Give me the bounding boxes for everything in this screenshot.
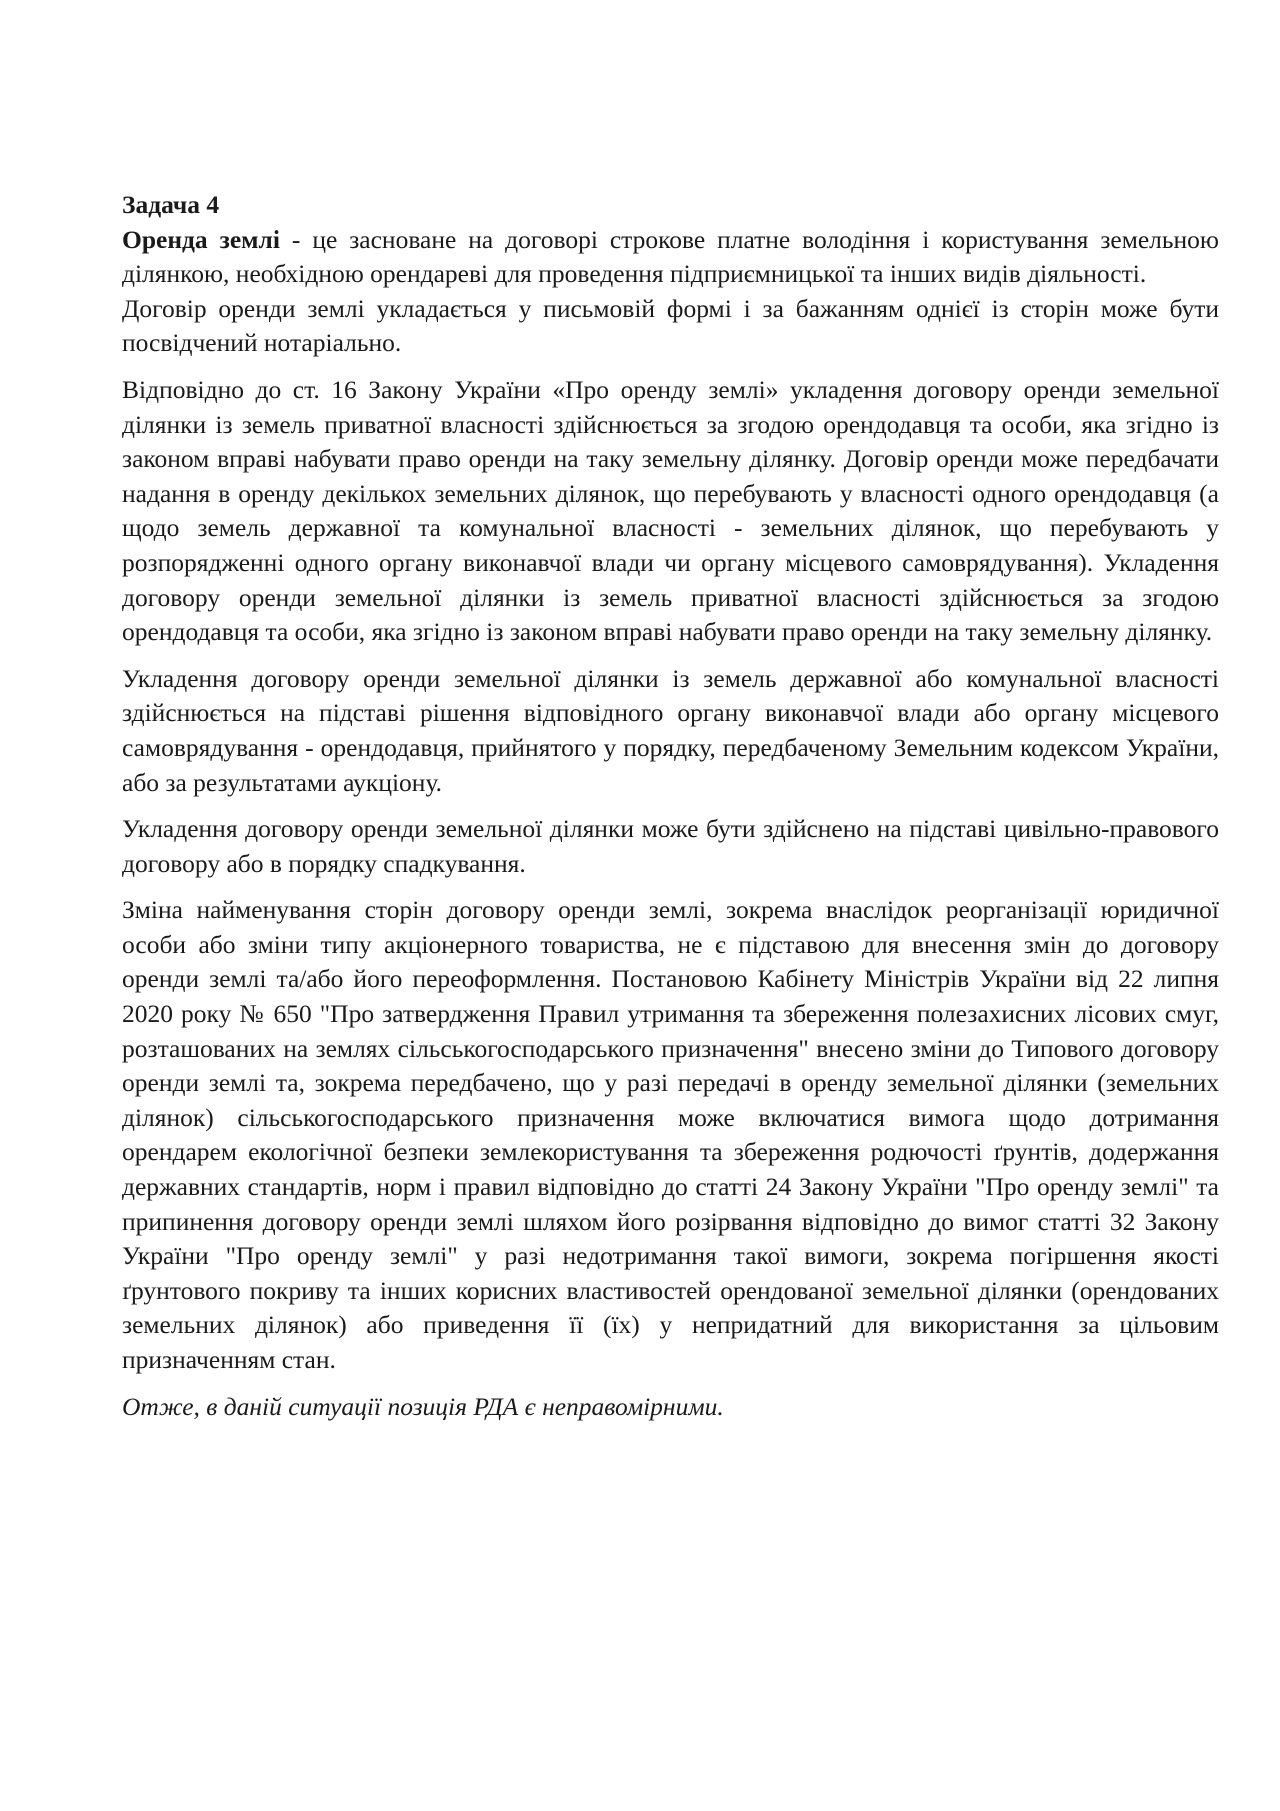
task-title: Задача 4 — [122, 190, 220, 219]
defined-term: Оренда землі — [122, 224, 280, 254]
paragraph-name-change: Зміна найменування сторін договору оренди землі, зокрема внаслідок реорганізації юридичної особи або зміни типу акціонерного товариства, не є підставою для внесення змін до договору оренди землі та/або його переоформлення. Постановою Кабінету Міністрів України від 22 липня 2020 року № 650 "Про затвердження Правил утримання та збереження полезахисних лісових смуг, розташованих на землях сільськогосподарського призначення" внесено зміни до Типового договору оренди землі та, зокрема передбачено, що у разі передачі в оренду земельної ділянки (земельних ділянок) сільськогосподарського призначення може включатися вимога щодо дотримання орендарем екологічної безпеки землекористування та збереження родючості ґрунтів, додержання державних стандартів, норм і правил відповідно до статті 24 Закону України "Про оренду землі" та припинення договору оренди землі шляхом його розірвання відповідно до вимог статті 32 Закону України "Про оренду землі" у разі недотримання такої вимоги, зокрема погіршення якості ґрунтового покриву та інших корисних властивостей орендованої земельної ділянки (орендованих земельних ділянок) або приведення її (їх) у непридатний для використання за цільовим призначенням стан. — [122, 895, 1219, 1374]
paragraph-contract-form: Договір оренди землі укладається у письмовій формі і за бажанням однієї із сторін може бути посвідчений нотаріально. — [122, 293, 1219, 358]
conclusion: Отже, в даній ситуації позиція РДА є неправомірними. — [122, 1391, 724, 1421]
paragraph-article-16: Відповідно до ст. 16 Закону України «Про оренду землі» укладення договору оренди земельної ділянки із земель приватної власності здійснюється за згодою орендодавця та особи, яка згідно із законом вправі набувати право оренди на таку земельну ділянку. Договір оренди може передбачати надання в оренду декількох земельних ділянок, що перебувають у власності одного орендодавця (а щодо земель державної та комунальної власності - земельних ділянок, що перебувають у розпорядженні одного органу виконавчої влади чи органу місцевого самоврядування). Укладення договору оренди земельної ділянки із земель приватної власності здійснюється за згодою орендодавця та особи, яка згідно із законом вправі набувати право оренди на таку земельну ділянку. — [122, 374, 1219, 647]
intro-text: - це засноване на договорі строкове платне володіння і користування земельною ділянкою, необхідною орендареві для проведення підприємницької та інших видів діяльності. — [122, 224, 1219, 289]
document-page — [122, 188, 1219, 1424]
intro-paragraph — [122, 223, 1219, 292]
paragraph-civil-contract: Укладення договору оренди земельної ділянки може бути здійснено на підставі цивільно-правового договору або в порядку спадкування. — [122, 814, 1219, 878]
paragraph-state-land: Укладення договору оренди земельної ділянки із земель державної або комунальної власності здійснюється на підставі рішення відповідного органу виконавчої влади або органу місцевого самоврядування - орендодавця, прийнятого у порядку, передбаченому Земельним кодексом України, або за результатами аукціону. — [122, 663, 1219, 797]
